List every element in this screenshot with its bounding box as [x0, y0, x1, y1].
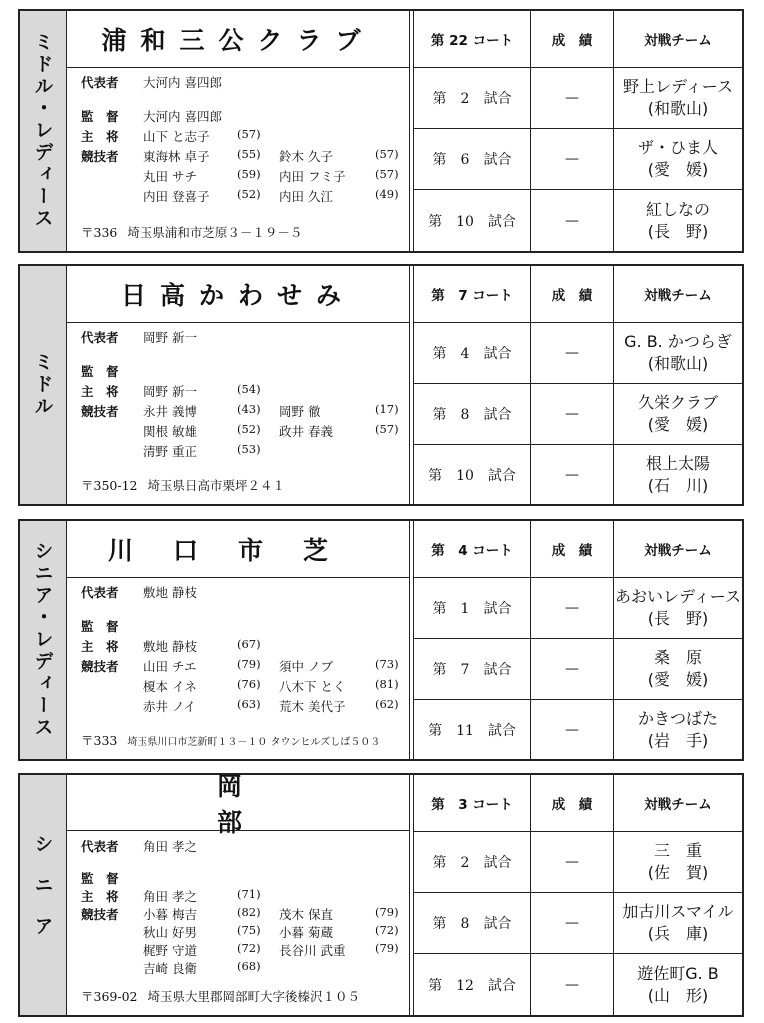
address [81, 731, 380, 749]
match-row [414, 578, 742, 639]
game-number: 第 2 試合 [414, 832, 531, 892]
opponent-pref: (石 川) [647, 475, 709, 495]
team-name: 川口市芝 [67, 521, 409, 578]
match-row [414, 954, 742, 1015]
captain-name: 岡野 新一 [143, 384, 197, 399]
player-name: 梶野 守道 [143, 943, 197, 958]
match-header [414, 775, 742, 832]
opponent [614, 384, 742, 444]
match-row [414, 639, 742, 700]
opponent [614, 68, 742, 128]
zip-code: 〒333 [81, 733, 118, 748]
team-block [18, 9, 744, 253]
opponent-name: 紅しなの [645, 199, 710, 219]
player-name: 小暮 梅吉 [143, 907, 197, 922]
opponent [614, 893, 742, 953]
result: — [531, 68, 614, 128]
category-text: シニア・レディース [31, 541, 54, 739]
player-name: 永井 義博 [143, 404, 197, 419]
player-name: 赤井 ノイ [143, 699, 196, 714]
team-name: 岡部 [67, 775, 409, 831]
captain-label: 主 将 [81, 889, 119, 904]
opponent-pref: (佐 賀) [647, 863, 709, 882]
opponent [614, 129, 742, 189]
player-age: (79) [237, 657, 261, 671]
captain-age: (71) [237, 887, 261, 901]
captain-name: 山下 と志子 [143, 129, 210, 144]
player-age: (17) [375, 402, 399, 416]
coach-label: 監 督 [81, 364, 119, 379]
category-label [20, 775, 67, 1015]
match-row [414, 832, 742, 893]
team-info [67, 521, 409, 759]
player-name: 長谷川 武重 [279, 943, 346, 958]
opponent-pref: (愛 媛) [647, 160, 709, 179]
address [81, 987, 360, 1005]
player-name: 丸田 サチ [143, 169, 197, 184]
captain-label: 主 将 [81, 639, 119, 654]
player-age: (79) [375, 941, 399, 955]
opponent-header: 対戦チーム [644, 543, 712, 559]
result-header: 成 績 [531, 266, 614, 322]
player-age: (75) [237, 923, 261, 937]
opponent-pref: (岩 手) [647, 730, 709, 750]
opponent-pref: (愛 媛) [647, 415, 709, 434]
opponent-name: 桑 原 [653, 648, 702, 667]
result-header: 成 績 [531, 11, 614, 67]
player-name: 小暮 菊蔵 [279, 925, 333, 940]
player-age: (55) [237, 147, 261, 161]
court-number: 第 4 コート [414, 521, 531, 577]
game-number: 第 12 試合 [414, 954, 531, 1015]
category-text: ミドル・レディース [31, 32, 54, 230]
opponent-pref: (長 野) [647, 609, 709, 628]
zip-code: 〒350-12 [81, 478, 138, 493]
rep-label: 代表者 [81, 839, 119, 854]
match-header [414, 266, 742, 323]
player-age: (57) [375, 422, 399, 436]
match-row [414, 68, 742, 129]
match-table [414, 11, 742, 251]
result: — [531, 893, 614, 953]
match-header [414, 521, 742, 578]
game-number: 第 11 試合 [414, 700, 531, 759]
game-number: 第 7 試合 [414, 639, 531, 699]
coach-label: 監 督 [81, 619, 119, 634]
match-row [414, 384, 742, 445]
player-name: 榎本 イネ [143, 679, 197, 694]
player-age: (72) [375, 923, 399, 937]
opponent-pref: (愛 媛) [647, 670, 709, 689]
address-text: 埼玉県川口市芝新町１３－１０ タウンヒルズしば５０３ [127, 737, 381, 748]
result: — [531, 445, 614, 504]
category-label [20, 266, 67, 504]
match-table [414, 521, 742, 759]
captain-age: (57) [237, 127, 261, 141]
opponent-pref: (和歌山) [647, 99, 709, 118]
rep-name: 角田 孝之 [143, 839, 197, 854]
player-name: 内田 久江 [279, 189, 333, 204]
rep-label: 代表者 [81, 75, 119, 90]
opponent-header: 対戦チーム [644, 33, 712, 49]
roster [81, 73, 403, 247]
player-age: (57) [375, 147, 399, 161]
court-number: 第 22 コート [414, 11, 531, 67]
opponent-name: G. B. かつらぎ [624, 332, 732, 351]
players-label: 競技者 [81, 907, 119, 922]
opponent-pref: (長 野) [647, 221, 709, 241]
address-text: 埼玉県日高市栗坪２４１ [147, 478, 286, 493]
zip-code: 〒369-02 [81, 989, 138, 1004]
player-name: 内田 フミ子 [279, 169, 346, 184]
player-age: (52) [237, 187, 261, 201]
opponent [614, 190, 742, 251]
match-table [414, 266, 742, 504]
player-age: (81) [375, 677, 399, 691]
game-number: 第 4 試合 [414, 323, 531, 383]
game-number: 第 8 試合 [414, 893, 531, 953]
game-number: 第 1 試合 [414, 578, 531, 638]
player-name: 八木下 とく [279, 679, 346, 694]
address [81, 223, 302, 241]
player-age: (49) [375, 187, 399, 201]
result-header: 成 績 [531, 521, 614, 577]
roster [81, 328, 403, 500]
captain-label: 主 将 [81, 129, 119, 144]
category-label [20, 11, 67, 251]
player-age: (73) [375, 657, 399, 671]
team-block [18, 519, 744, 761]
result: — [531, 578, 614, 638]
match-row [414, 129, 742, 190]
opponent [614, 445, 742, 504]
player-age: (82) [237, 905, 261, 919]
match-row [414, 190, 742, 251]
player-name: 吉崎 良衛 [143, 961, 197, 976]
opponent-header: 対戦チーム [644, 288, 712, 304]
opponent-name: あおいレディース [615, 587, 741, 606]
captain-age: (54) [237, 382, 261, 396]
opponent-name: ザ・ひま人 [637, 138, 718, 157]
player-name: 茂木 保直 [279, 907, 333, 922]
opponent-pref: (山 形) [647, 985, 709, 1005]
game-number: 第 10 試合 [414, 445, 531, 504]
roster [81, 837, 403, 1011]
result: — [531, 639, 614, 699]
result: — [531, 129, 614, 189]
game-number: 第 2 試合 [414, 68, 531, 128]
opponent [614, 578, 742, 638]
player-age: (72) [237, 941, 261, 955]
captain-name: 敷地 静枝 [143, 639, 197, 654]
opponent-pref: (兵 庫) [647, 924, 709, 943]
address [81, 476, 285, 494]
player-age: (79) [375, 905, 399, 919]
player-name: 東海林 卓子 [143, 149, 210, 164]
captain-name: 角田 孝之 [143, 889, 197, 904]
game-number: 第 6 試合 [414, 129, 531, 189]
opponent [614, 832, 742, 892]
opponent-header: 対戦チーム [644, 797, 712, 813]
players-label: 競技者 [81, 404, 119, 419]
player-name: 荒木 美代子 [279, 699, 346, 714]
match-row [414, 700, 742, 759]
team-block [18, 773, 744, 1017]
player-age: (53) [237, 442, 261, 456]
match-header [414, 11, 742, 68]
result: — [531, 832, 614, 892]
team-name: 日高かわせみ [67, 266, 409, 323]
captain-label: 主 将 [81, 384, 119, 399]
result: — [531, 954, 614, 1015]
player-name: 内田 登喜子 [143, 189, 210, 204]
player-name: 山田 チエ [143, 659, 197, 674]
result: — [531, 190, 614, 251]
category-text: ミドル [31, 352, 54, 418]
player-age: (63) [237, 697, 261, 711]
player-age: (76) [237, 677, 261, 691]
player-age: (52) [237, 422, 261, 436]
player-age: (68) [237, 959, 261, 973]
match-row [414, 893, 742, 954]
rep-label: 代表者 [81, 585, 119, 600]
player-name: 秋山 好男 [143, 925, 197, 940]
result: — [531, 323, 614, 383]
coach-name: 大河内 喜四郎 [143, 109, 222, 124]
coach-label: 監 督 [81, 109, 119, 124]
rep-name: 大河内 喜四郎 [143, 75, 222, 90]
player-name: 清野 重正 [143, 444, 197, 459]
rep-label: 代表者 [81, 330, 119, 345]
opponent-name: 根上太陽 [645, 453, 710, 473]
team-info [67, 11, 409, 251]
result-header: 成 績 [531, 775, 614, 831]
address-text: 埼玉県浦和市芝原３－１９－５ [127, 225, 303, 240]
captain-age: (67) [237, 637, 261, 651]
result: — [531, 384, 614, 444]
opponent-name: 加古川スマイル [622, 902, 734, 921]
players-label: 競技者 [81, 149, 119, 164]
rep-name: 岡野 新一 [143, 330, 197, 345]
opponent-name: 久栄クラブ [637, 393, 718, 412]
rep-name: 敷地 静枝 [143, 585, 197, 600]
court-number: 第 7 コート [414, 266, 531, 322]
result: — [531, 700, 614, 759]
opponent [614, 700, 742, 759]
player-name: 鈴木 久子 [279, 149, 333, 164]
player-age: (59) [237, 167, 261, 181]
player-age: (62) [375, 697, 399, 711]
zip-code: 〒336 [81, 225, 118, 240]
player-age: (57) [375, 167, 399, 181]
player-name: 須中 ノブ [279, 659, 333, 674]
opponent-name: 三 重 [653, 841, 702, 860]
opponent-name: 遊佐町G. B [637, 963, 719, 983]
player-age: (43) [237, 402, 261, 416]
game-number: 第 10 試合 [414, 190, 531, 251]
opponent-name: かきつばた [637, 708, 718, 728]
team-name: 浦和三公クラブ [67, 11, 409, 68]
match-row [414, 445, 742, 504]
opponent [614, 639, 742, 699]
opponent-name: 野上レディース [623, 77, 733, 96]
player-name: 関根 敏雄 [143, 424, 197, 439]
opponent-pref: (和歌山) [647, 354, 709, 373]
team-info [67, 771, 409, 1015]
roster [81, 583, 403, 755]
team-block [18, 264, 744, 506]
game-number: 第 8 試合 [414, 384, 531, 444]
match-table [414, 775, 742, 1015]
opponent [614, 323, 742, 383]
player-name: 岡野 徹 [279, 404, 321, 419]
court-number: 第 3 コート [414, 775, 531, 831]
team-info [67, 266, 409, 504]
match-row [414, 323, 742, 384]
category-label [20, 521, 67, 759]
opponent [614, 954, 742, 1015]
players-label: 競技者 [81, 659, 119, 674]
player-name: 政井 春義 [279, 424, 333, 439]
coach-label: 監 督 [81, 871, 119, 886]
address-text: 埼玉県大里郡岡部町大字後榛沢１０５ [147, 989, 361, 1004]
category-text: シニア [31, 833, 54, 957]
